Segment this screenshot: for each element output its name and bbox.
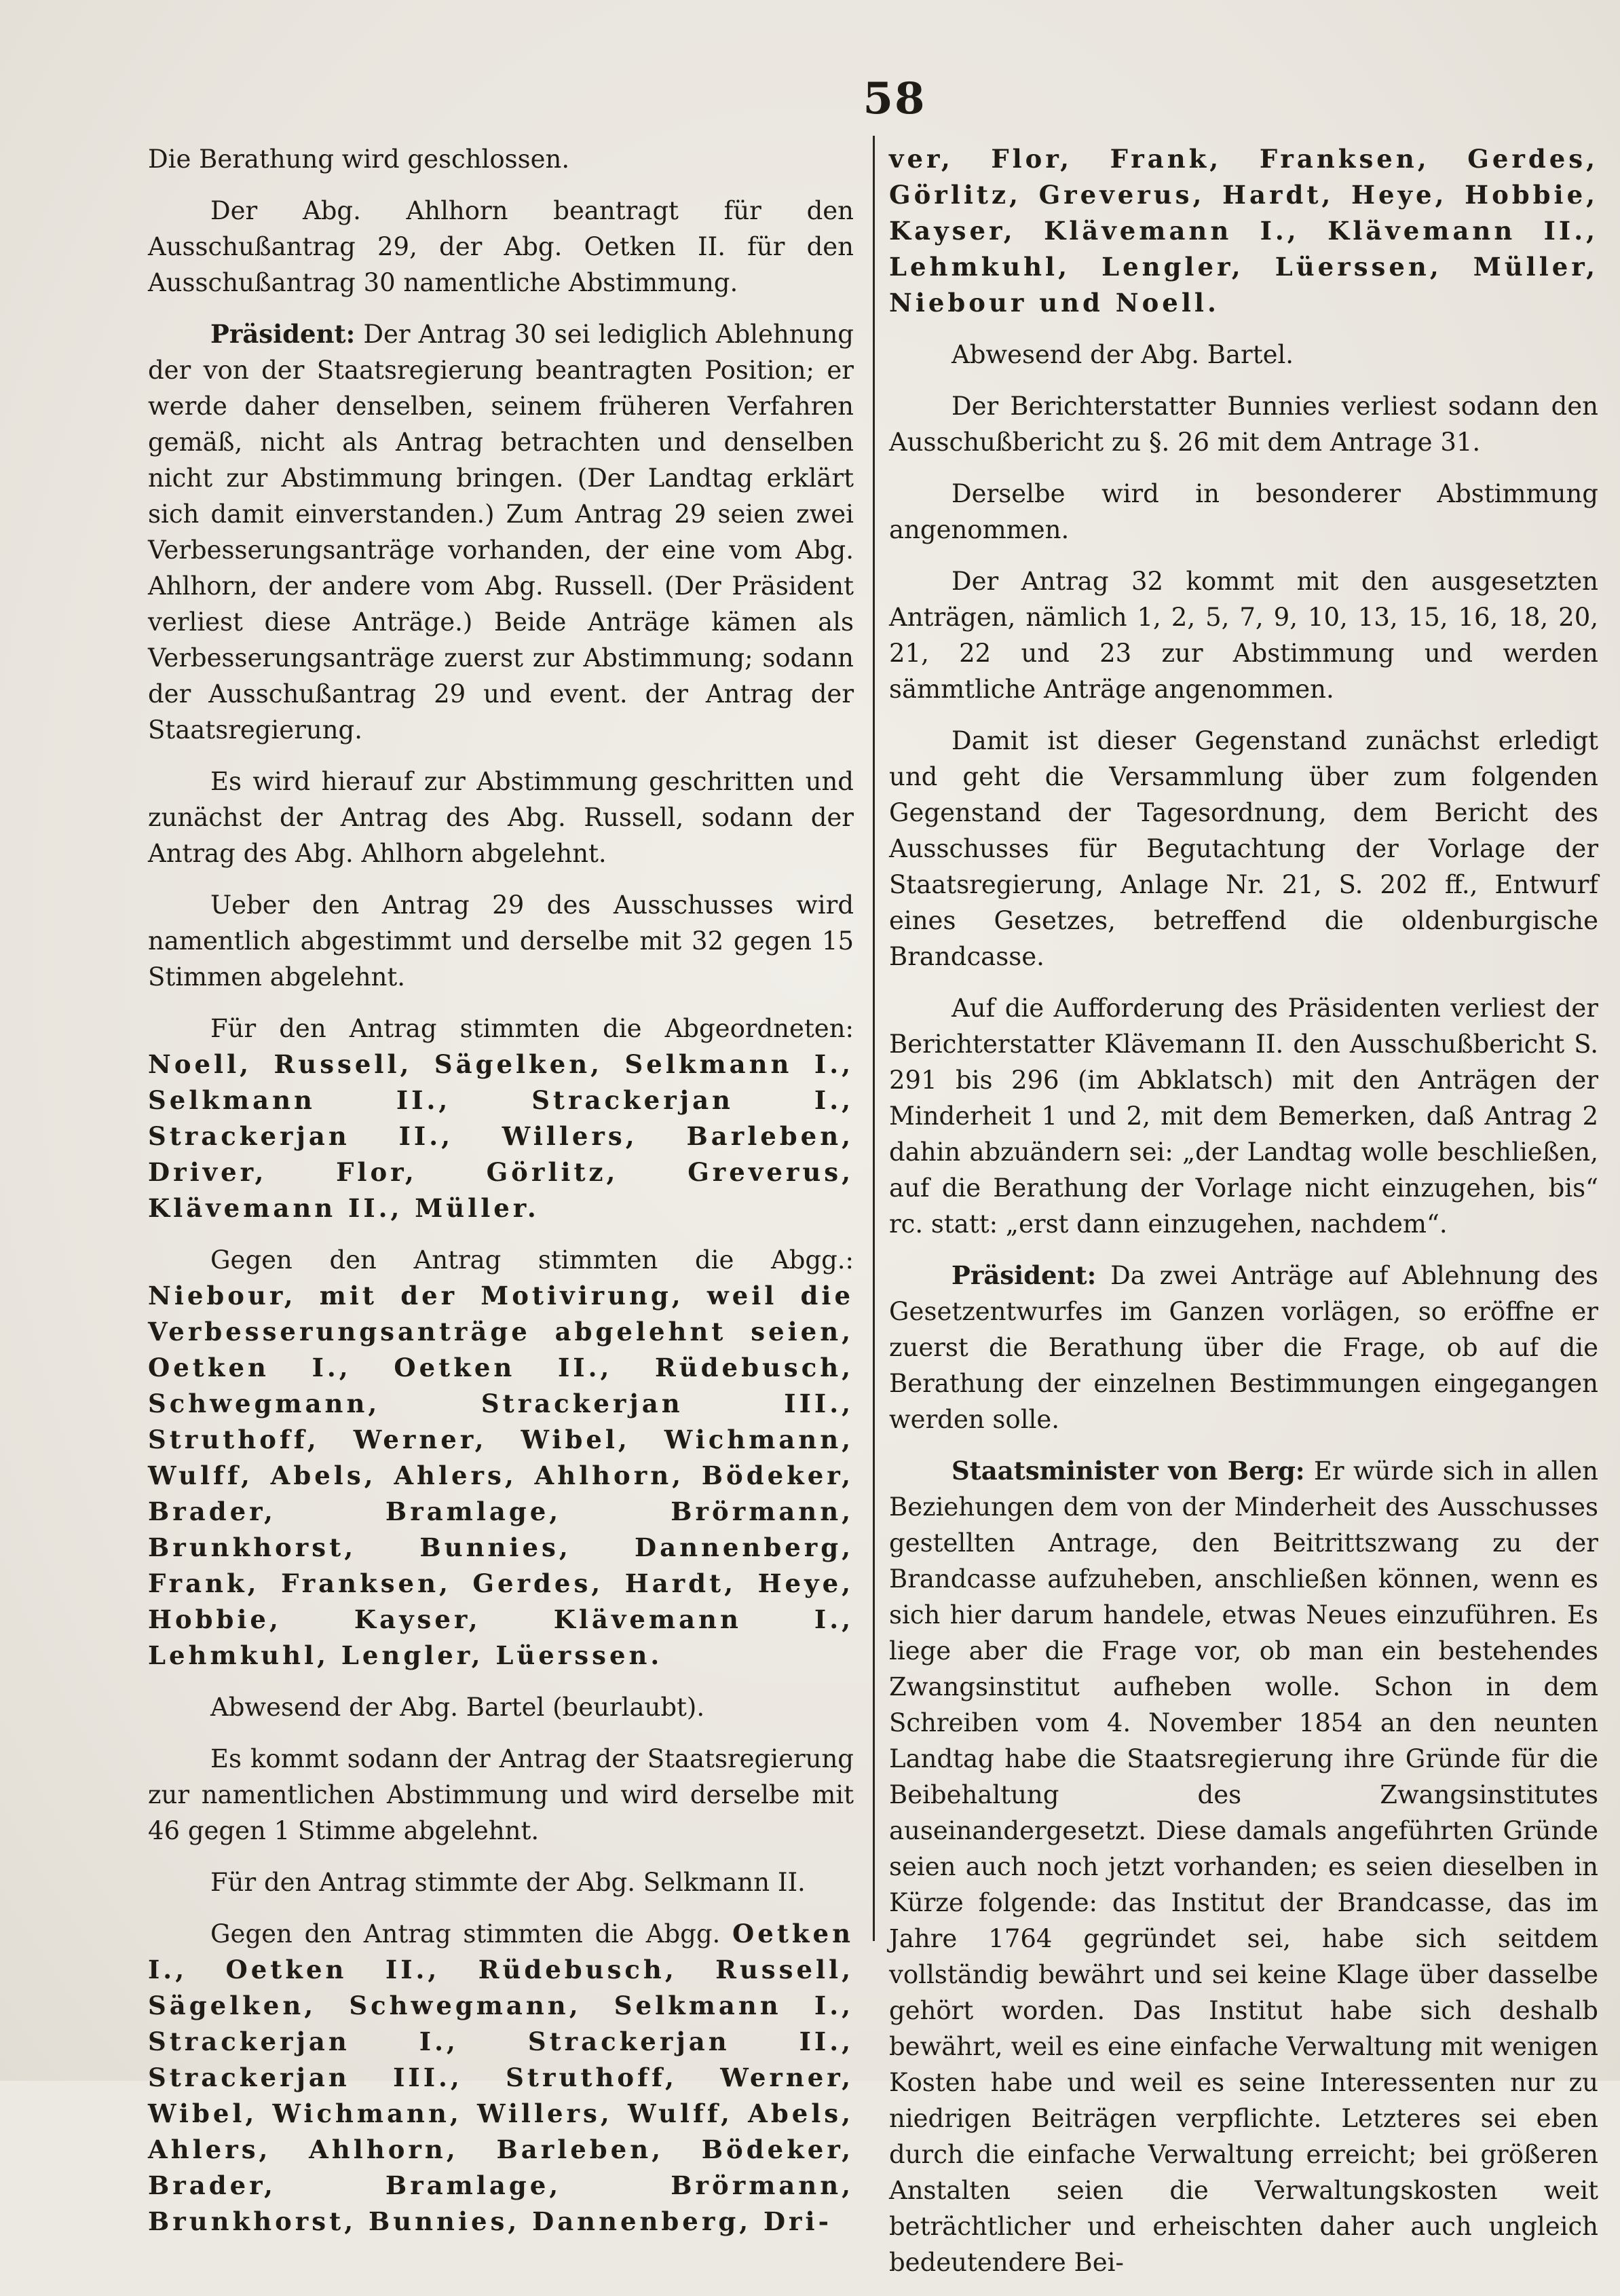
speaker-name: Staatsminister von Berg: [952,1456,1305,1486]
paragraph: Der Berichterstatter Bunnies verliest sodann den Ausschußbericht zu §. 26 mit dem Antrage 31. [889,392,1598,457]
paragraph: Damit ist dieser Gegenstand zunächst erledigt und geht die Versammlung über zum folgenden Gegenstand der Tagesordnung, dem Bericht des Ausschusses für Begutachtung der Vorlage der Staatsregierung, Anlage Nr. 21, S. 202 ff., Entwurf eines Gesetzes, betreffend die oldenburgische Brandcasse. [889,726,1598,971]
paragraph: Ueber den Antrag 29 des Ausschusses wird namentlich abgestimmt und derselbe mit 32 gegen 15 Stimmen abgelehnt. [148,890,854,992]
vote-names: Niebour, mit der Motivirung, weil die Verbesserungsanträge abgelehnt seien, Oetken I., Oetken II., Rüdebusch, Schwegmann, Strackerjan III., Struthoff, Werner, Wibel, Wichmann, Wulff, Abels, Ahlers, Ahlhorn, Bödeker, Brader, Bramlage, Brörmann, Brunkhorst, Bunnies, Dannenberg, Frank, Franksen, Gerdes, Hardt, Heye, Hobbie, Kayser, Klävemann I., Lehmkuhl, Lengler, Lüerssen. [148,1281,854,1670]
paragraph: Es kommt sodann der Antrag der Staatsregierung zur namentlichen Abstimmung und wird derselbe mit 46 gegen 1 Stimme abgelehnt. [148,1744,854,1845]
vote-intro: Gegen den Antrag stimmten die Abgg.: [210,1245,854,1275]
paragraph [889,1258,1598,1437]
column-divider [873,136,875,1941]
vote-names: Noell, Russell, Sägelken, Selkmann I., Selkmann II., Strackerjan I., Strackerjan II., Willers, Barleben, Driver, Flor, Görlitz, Greverus, Klävemann II., Müller. [148,1049,854,1223]
paragraph: Für den Antrag stimmte der Abg. Selkmann II. [210,1868,806,1897]
speech-text: Da zwei Anträge auf Ablehnung des Gesetzentwurfes im Ganzen vorlägen, so eröffne er zuerst die Berathung über die Frage, ob auf die Berathung der einzelnen Bestimmungen eingegangen werden solle. [889,1261,1598,1434]
speech-text: Er würde sich in allen Beziehungen dem von der Minderheit des Ausschusses gestellten Antrage, den Beitrittszwang zu der Brandcasse aufzuheben, anschließen können, wenn es sich hier darum handele, etwas Neues einzuführen. Es liege aber die Frage vor, ob man ein bestehendes Zwangsinstitut aufheben wolle. Schon in dem Schreiben vom 4. November 1854 an den neunten Landtag habe die Staatsregierung ihre Gründe für die Beibehaltung des Zwangsinstitutes auseinandergesetzt. Diese damals angeführten Gründe seien auch noch jetzt vorhanden; es seien dieselben in Kürze folgende: das Institut der Brandcasse, das im Jahre 1764 gegründet sei, habe sich seitdem vollständig bewährt und sei keine Klage über dasselbe gehört worden. Das Institut habe sich deshalb bewährt, weil es eine einfache Verwaltung mit wenigen Kosten habe und weil es seine Interessenten nur zu niedrigen Beiträgen verpflichte. Letzteres sei eben durch die einfache Verwaltung erreicht; bei größeren Anstalten seien die Verwaltungskosten weit beträchtlicher und erheischten daher auch ungleich bedeutendere Bei- [889,1456,1599,2277]
paragraph [148,1242,854,1674]
paragraph [148,316,854,748]
speaker-name: Präsident: [952,1260,1097,1290]
speaker-name: Präsident: [210,319,356,349]
vote-names: Oetken I., Oetken II., Rüdebusch, Russell, Sägelken, Schwegmann, Selkmann I., Strackerjan I., Strackerjan II., Strackerjan III., Struthoff, Werner, Wibel, Wichmann, Willers, Wulff, Abels, Ahlers, Ahlhorn, Barleben, Bödeker, Brader, Bramlage, Brörmann, Brunkhorst, Bunnies, Dannenberg, Dri- [148,1919,854,2236]
paragraph: Auf die Aufforderung des Präsidenten verliest der Berichterstatter Klävemann II. den Ausschußbericht S. 291 bis 296 (im Abklatsch) mit den Anträgen der Minderheit 1 und 2, mit dem Bemerken, daß Antrag 2 dahin abzuändern sei: „der Landtag wolle beschließen, auf die Berathung der Vorlage nicht einzugehen, bis“ rc. statt: „erst dann einzugehen, nachdem“. [889,994,1598,1239]
vote-intro: Gegen den Antrag stimmten die Abgg. [210,1919,733,1949]
paragraph: Abwesend der Abg. Bartel. [952,340,1294,369]
paragraph [148,1916,854,2240]
paragraph [889,1453,1598,2280]
paragraph: Die Berathung wird geschlossen. [148,145,570,174]
vote-intro: Für den Antrag stimmten die Abgeordneten: [210,1014,854,1043]
paragraph: Es wird hierauf zur Abstimmung geschritten und zunächst der Antrag des Abg. Russell, sodann der Antrag des Abg. Ahlhorn abgelehnt. [148,767,854,868]
speech-text: Der Antrag 30 sei lediglich Ablehnung der von der Staatsregierung beantragten Position; er werde daher denselben, seinem früheren Verfahren gemäß, nicht als Antrag betrachten und denselben nicht zur Abstimmung bringen. (Der Landtag erklärt sich damit einverstanden.) Zum Antrag 29 seien zwei Verbesserungsanträge vorhanden, der eine vom Abg. Ahlhorn, der andere vom Abg. Russell. (Der Präsident verliest diese Anträge.) Beide Anträge kämen als Verbesserungsanträge zuerst zur Abstimmung; sodann der Ausschußantrag 29 und event. der Antrag der Staatsregierung. [148,320,854,745]
paragraph: Der Antrag 32 kommt mit den ausgesetzten Anträgen, nämlich 1, 2, 5, 7, 9, 10, 13, 15, 16, 18, 20, 21, 22 und 23 zur Abstimmung und werden sämmtliche Anträge angenommen. [889,567,1598,704]
paragraph: Abwesend der Abg. Bartel (beurlaubt). [210,1693,705,1722]
left-column [148,141,854,2255]
right-column [889,141,1598,2296]
vote-names: ver, Flor, Frank, Franksen, Gerdes, Görlitz, Greverus, Hardt, Heye, Hobbie, Kayser, Klävemann I., Klävemann II., Lehmkuhl, Lengler, Lüerssen, Müller, Niebour und Noell. [889,144,1598,318]
paragraph [148,1011,854,1226]
page-number: 58 [863,73,926,124]
paragraph: Der Abg. Ahlhorn beantragt für den Ausschußantrag 29, der Abg. Oetken II. für den Ausschußantrag 30 namentliche Abstimmung. [148,196,854,297]
paragraph: Derselbe wird in besonderer Abstimmung angenommen. [889,479,1598,544]
